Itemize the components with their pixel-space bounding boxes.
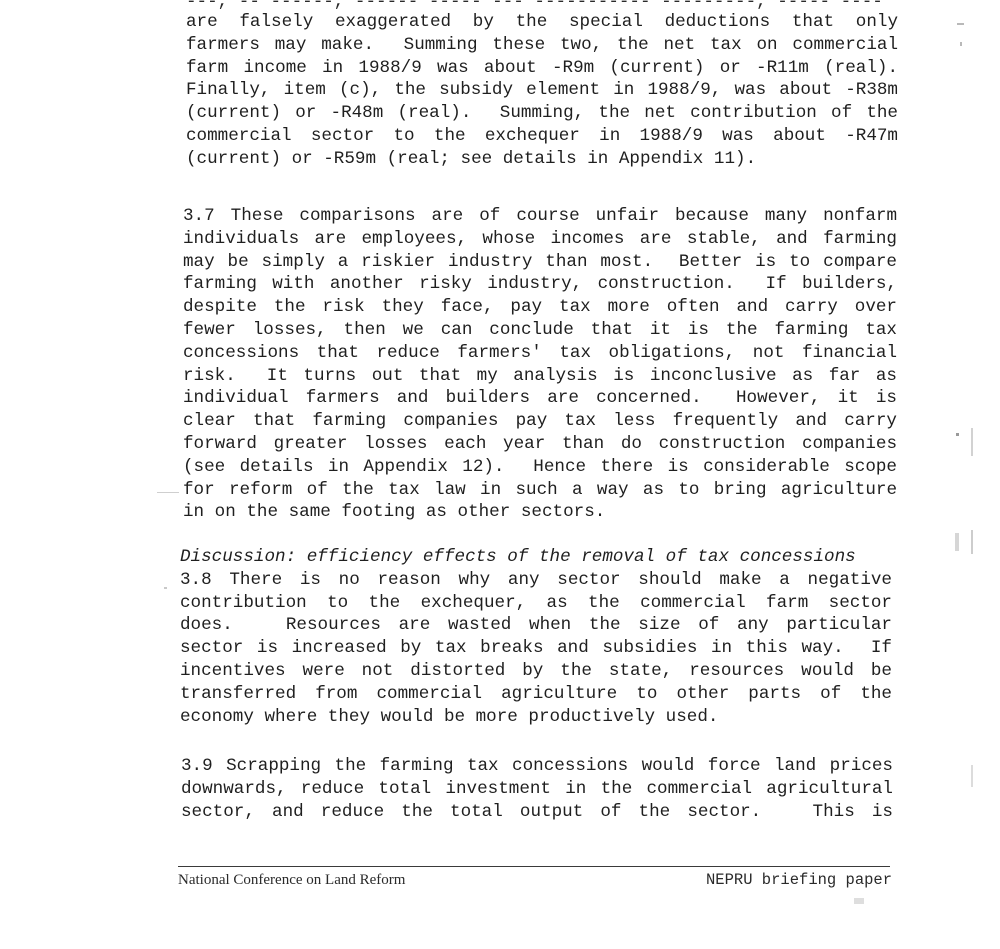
text-line: incentives were not distorted by the state, resources would be xyxy=(180,660,892,681)
text-line: contribution to the exchequer, as the commercial farm sector xyxy=(180,592,892,613)
text-line: are falsely exaggerated by the special deductions that only xyxy=(186,12,898,32)
text-line: farm income in 1988/9 was about -R9m (current) or -R11m (real). xyxy=(186,57,898,78)
text-line: for reform of the tax law in such a way as to bring agriculture xyxy=(183,479,897,500)
scan-artifact xyxy=(956,433,959,436)
text-line: sector is increased by tax breaks and subsidies in this way. If xyxy=(180,638,892,659)
scan-artifact xyxy=(957,23,964,25)
cropped-top-line-text: ---, -- ------, ------ ----- --- ----------- ---------, ----- ---- xyxy=(186,0,883,11)
text-line: concessions that reduce farmers' tax obligations, not financial xyxy=(183,342,897,363)
text-line: downwards, reduce total investment in the commercial agricultural xyxy=(181,778,893,799)
text-line: despite the risk they face, pay tax more often and carry over xyxy=(183,297,897,318)
scan-artifact xyxy=(960,42,962,46)
footer-rule xyxy=(178,866,890,867)
text-line: does. Resources are wasted when the size of any particular xyxy=(180,615,892,636)
text-line: economy where they would be more productively used. xyxy=(180,706,719,727)
text-line: commercial sector to the exchequer in 1988/9 was about -R47m xyxy=(186,125,898,146)
text-line: fewer losses, then we can conclude that it is the farming tax xyxy=(183,319,897,340)
text-line: in on the same footing as other sectors. xyxy=(183,502,606,523)
text-line: farming with another risky industry, construction. If builders, xyxy=(183,274,897,295)
text-line: Finally, item (c), the subsidy element in 1988/9, was about -R38m xyxy=(186,80,898,101)
cropped-top-line xyxy=(186,0,896,11)
text-line: individual farmers and builders are concerned. However, it is xyxy=(183,388,897,409)
text-line: transferred from commercial agriculture to other parts of the xyxy=(180,683,892,704)
text-line: 3.7 These comparisons are of course unfair because many nonfarm xyxy=(183,206,897,226)
text-line: sector, and reduce the total output of the sector. This is xyxy=(181,801,893,822)
footer-right-text: NEPRU briefing paper xyxy=(706,871,893,889)
paragraph-continued xyxy=(186,11,898,171)
text-line: clear that farming companies pay tax less frequently and carry xyxy=(183,411,897,432)
scan-artifact xyxy=(164,587,167,589)
text-line: (current) or -R48m (real). Summing, the net contribution of the xyxy=(186,103,898,124)
scan-artifact xyxy=(971,530,973,554)
text-line: 3.8 There is no reason why any sector should make a negative xyxy=(180,569,892,590)
footer-left-text: National Conference on Land Reform xyxy=(178,872,406,888)
text-line: individuals are employees, whose incomes are stable, and farming xyxy=(183,228,897,249)
scan-artifact xyxy=(157,492,179,493)
text-line: forward greater losses each year than do construction companies xyxy=(183,433,897,454)
text-line: 3.9 Scrapping the farming tax concessions would force land prices xyxy=(181,756,893,776)
text-line: (see details in Appendix 12). Hence there is considerable scope xyxy=(183,456,897,477)
section-heading: Discussion: efficiency effects of the removal of tax concessions xyxy=(180,547,856,567)
scan-artifact xyxy=(854,898,864,904)
paragraph-3-7 xyxy=(183,205,897,524)
text-line: may be simply a riskier industry than most. Better is to compare xyxy=(183,251,897,272)
scan-artifact xyxy=(955,533,959,551)
text-line: farmers may make. Summing these two, the net tax on commercial xyxy=(186,34,898,55)
discussion-section xyxy=(180,546,892,728)
scan-artifact xyxy=(971,765,973,787)
text-line: risk. It turns out that my analysis is inconclusive as far as xyxy=(183,365,897,386)
text-line: (current) or -R59m (real; see details in Appendix 11). xyxy=(186,148,757,169)
paragraph-3-9 xyxy=(181,755,893,823)
scan-artifact xyxy=(971,428,973,456)
